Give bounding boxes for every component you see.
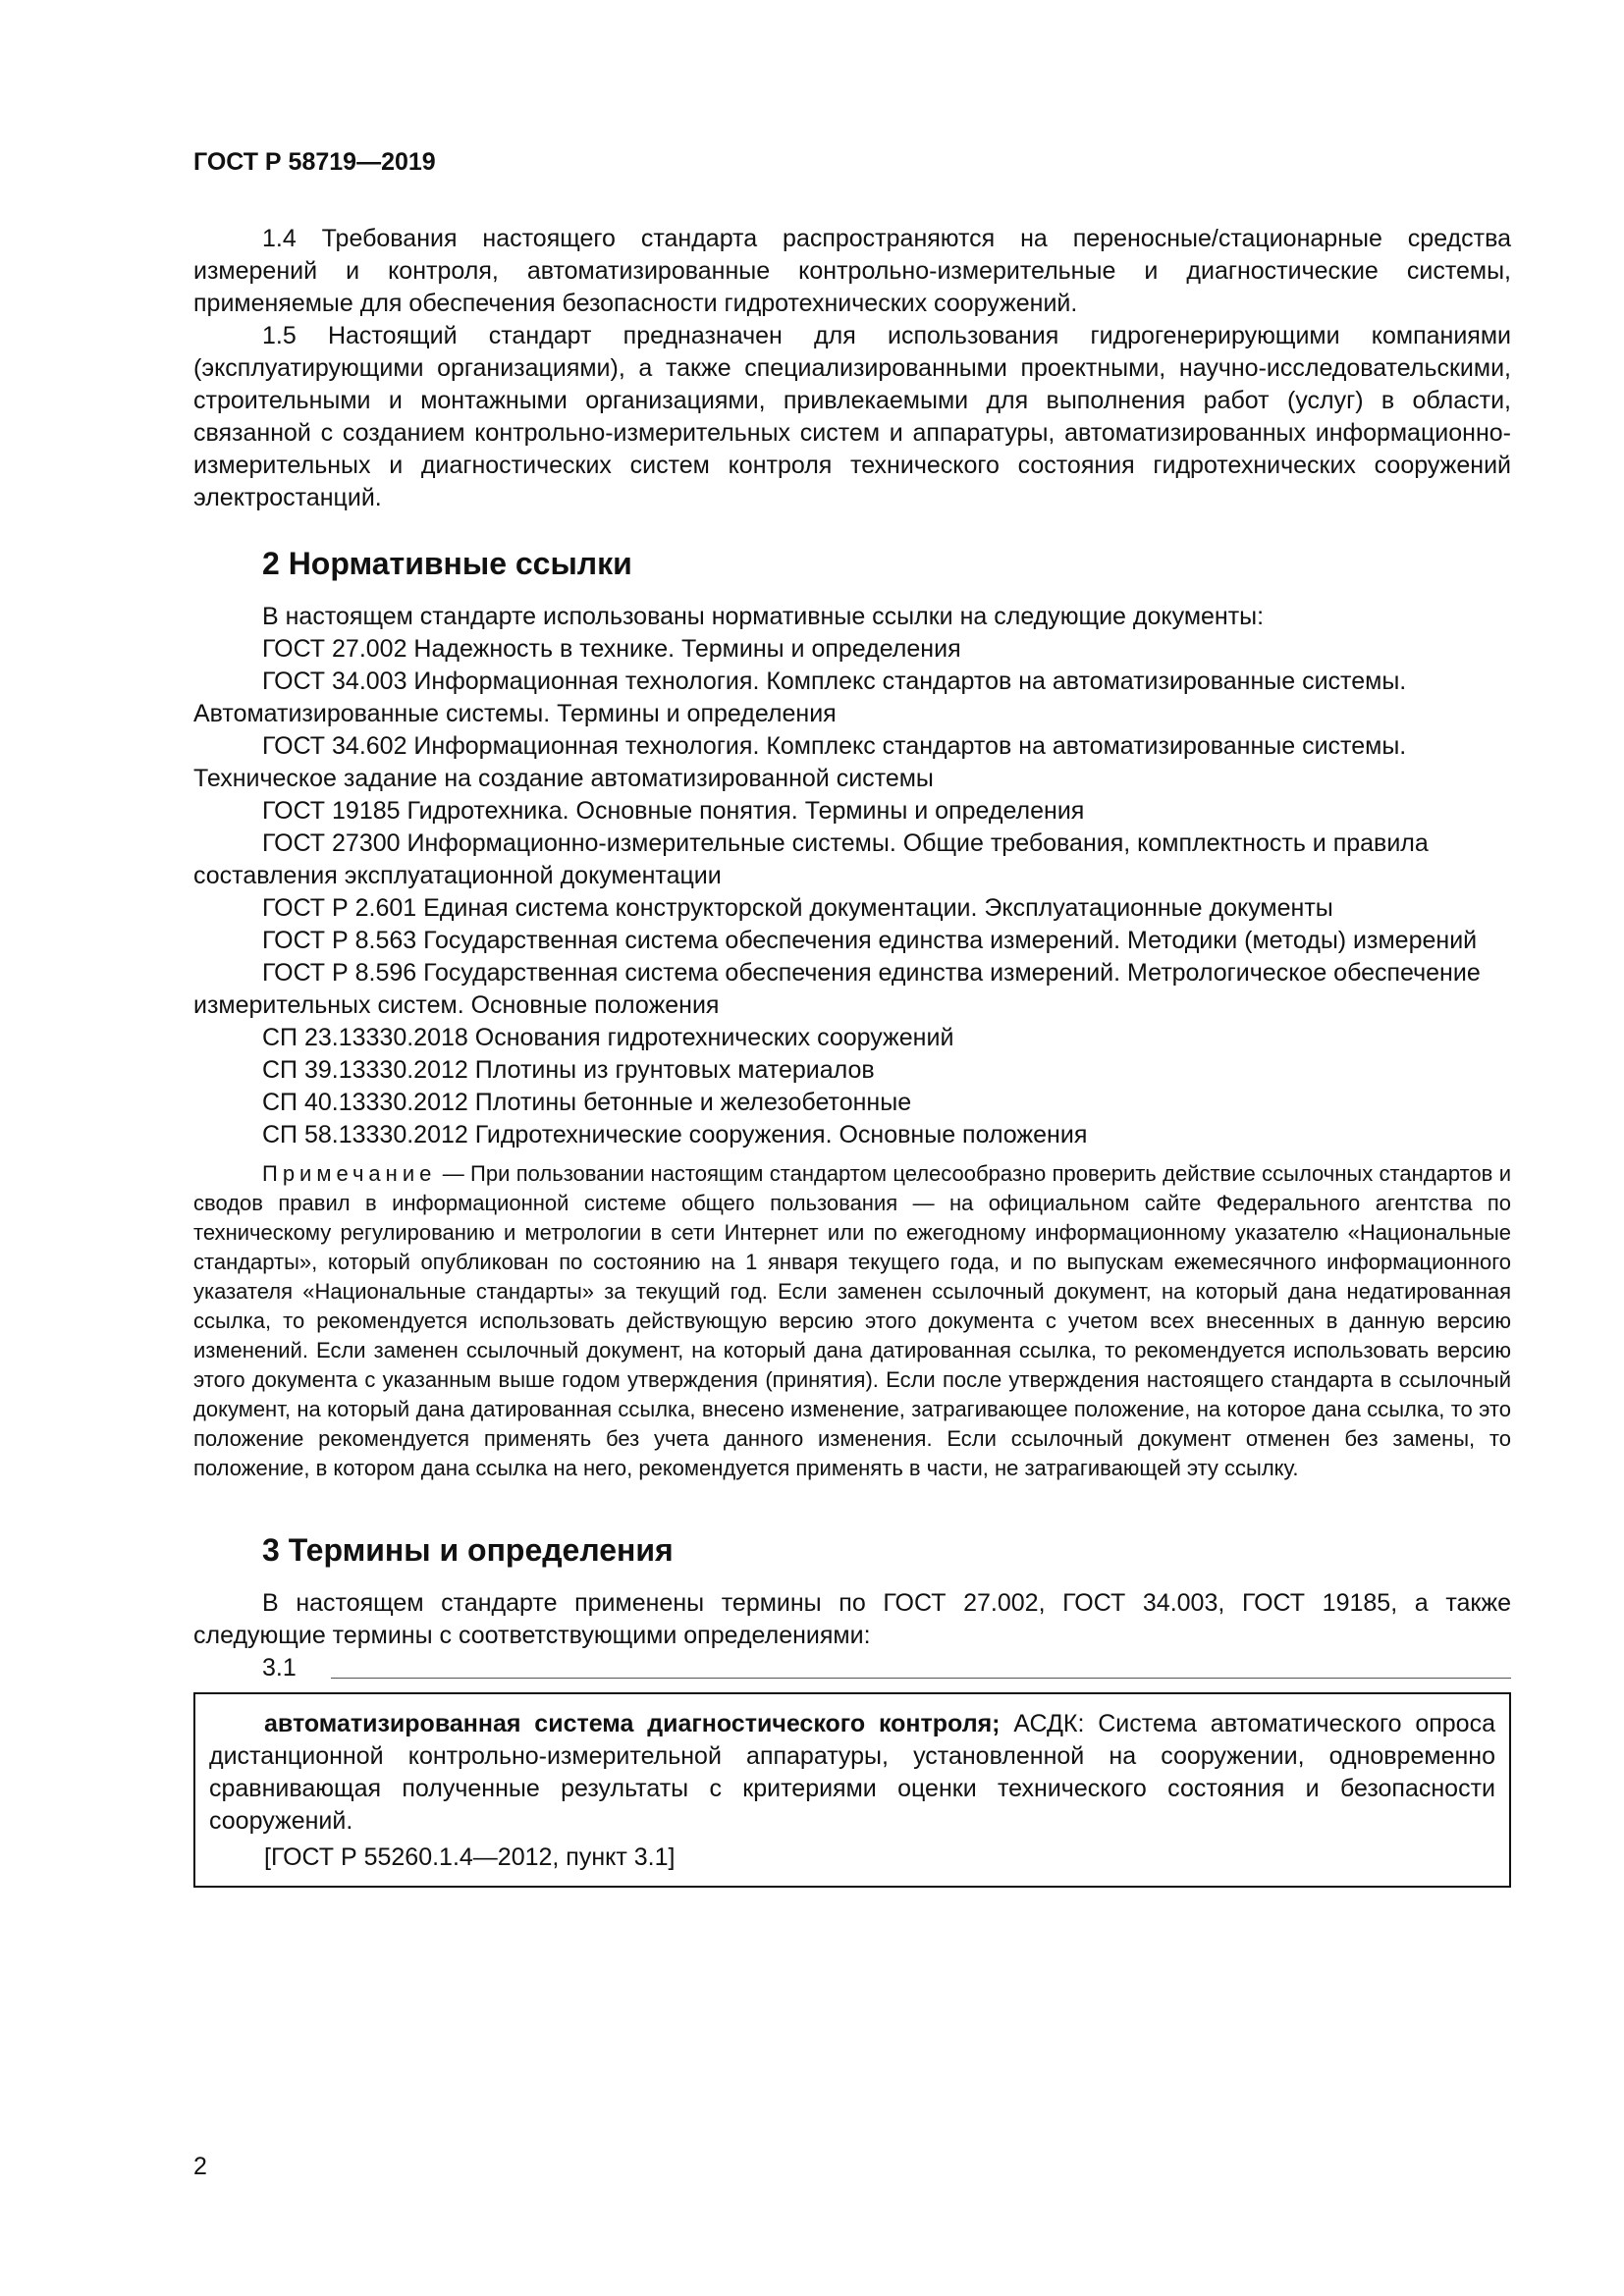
note-label: Примечание — [262, 1161, 437, 1186]
reference-item: ГОСТ 34.602 Информационная технология. Комплекс стандартов на автоматизированные системы. Техническое задание на создание автоматизированной системы — [193, 732, 1407, 792]
references-lead: В настоящем стандарте использованы нормативные ссылки на следующие документы: — [262, 603, 1265, 630]
document-page — [193, 147, 1511, 1888]
section-3-heading: 3 Термины и определения — [262, 1532, 674, 1568]
reference-item: ГОСТ Р 2.601 Единая система конструкторской документации. Эксплуатационные документы — [262, 894, 1333, 922]
reference-item: ГОСТ 27300 Информационно-измерительные системы. Общие требования, комплектность и правила составления эксплуатационной документации — [193, 829, 1429, 889]
reference-item: ГОСТ 19185 Гидротехника. Основные понятия. Термины и определения — [262, 797, 1085, 825]
section-2-heading: 2 Нормативные ссылки — [262, 546, 632, 581]
term-number-row — [193, 1652, 1511, 1684]
reference-item: ГОСТ 34.003 Информационная технология. Комплекс стандартов на автоматизированные системы. Автоматизированные системы. Термины и определения — [193, 667, 1407, 727]
term-source: [ГОСТ Р 55260.1.4—2012, пункт 3.1] — [264, 1843, 676, 1871]
reference-item: ГОСТ Р 8.596 Государственная система обеспечения единства измерений. Метрологическое обеспечение измерительных систем. Основные положения — [193, 959, 1481, 1019]
term-name: автоматизированная система диагностического контроля; — [264, 1710, 1001, 1737]
reference-item: ГОСТ Р 8.563 Государственная система обеспечения единства измерений. Методики (методы) измерений — [262, 927, 1478, 954]
paragraph-1-4: 1.4 Требования настоящего стандарта распространяются на переносные/стационарные средства измерений и контроля, автоматизированные контрольно-измерительные и диагностические системы, применяемые для обеспечения безопасности гидротехнических сооружений. — [193, 225, 1511, 317]
document-header: ГОСТ Р 58719—2019 — [193, 148, 436, 176]
page-number: 2 — [193, 2153, 207, 2180]
references-list — [193, 601, 1511, 1151]
term-text: АСДК: Система автоматического опроса дистанционной контрольно-измерительной аппаратуры, установленной на сооружении, одновременно сравнивающая полученные результаты с критериями оценки технического состояния и безопасности сооружений. — [209, 1710, 1495, 1835]
reference-item: СП 58.13330.2012 Гидротехнические сооружения. Основные положения — [262, 1121, 1088, 1148]
term-divider — [331, 1678, 1511, 1679]
terms-lead: В настоящем стандарте применены термины по ГОСТ 27.002, ГОСТ 34.003, ГОСТ 19185, а также следующие термины с соответствующими определениями: — [193, 1589, 1511, 1649]
reference-item: СП 39.13330.2012 Плотины из грунтовых материалов — [262, 1056, 875, 1084]
note-text: — При пользовании настоящим стандартом целесообразно проверить действие ссылочных стандартов и сводов правил в информационной системе общего пользования — на официальном сайте Федерального агентства по техническому регулированию и метрологии в сети Интернет или по ежегодному информационному указателю «Национальные стандарты», который опубликован по состоянию на 1 января текущего года, и по выпускам ежемесячного информационного указателя «Национальные стандарты» за текущий год. Если заменен ссылочный документ, на который дана недатированная ссылка, то рекомендуется использовать действующую версию этого документа с учетом всех внесенных в данную версию изменений. Если заменен ссылочный документ, на который дана датированная ссылка, то рекомендуется использовать версию этого документа с указанным выше годом утверждения (принятия). Если после утверждения настоящего стандарта в ссылочный документ, на который дана датированная ссылка, внесено изменение, затрагивающее положение, на которое дана ссылка, то это положение рекомендуется применять без учета данного изменения. Если ссылочный документ отменен без замены, то положение, в котором дана ссылка на него, рекомендуется применять в части, не затрагивающей эту ссылку. — [193, 1161, 1511, 1480]
reference-item: ГОСТ 27.002 Надежность в технике. Термины и определения — [262, 635, 961, 663]
reference-item: СП 23.13330.2018 Основания гидротехнических сооружений — [262, 1024, 954, 1051]
term-definition-box — [193, 1692, 1511, 1888]
reference-item: СП 40.13330.2012 Плотины бетонные и железобетонные — [262, 1089, 912, 1116]
term-number: 3.1 — [262, 1654, 297, 1682]
term-definition — [209, 1708, 1495, 1838]
references-note — [193, 1159, 1511, 1483]
paragraph-1-5: 1.5 Настоящий стандарт предназначен для использования гидрогенерирующими компаниями (эксплуатирующими организациями), а также специализированными проектными, научно-исследовательскими, строительными и монтажными организациями, привлекаемыми для выполнения работ (услуг) в области, связанной с созданием контрольно-измерительных систем и аппаратуры, автоматизированных информационно-измерительных и диагностических систем контроля технического состояния гидротехнических сооружений электростанций. — [193, 322, 1511, 511]
